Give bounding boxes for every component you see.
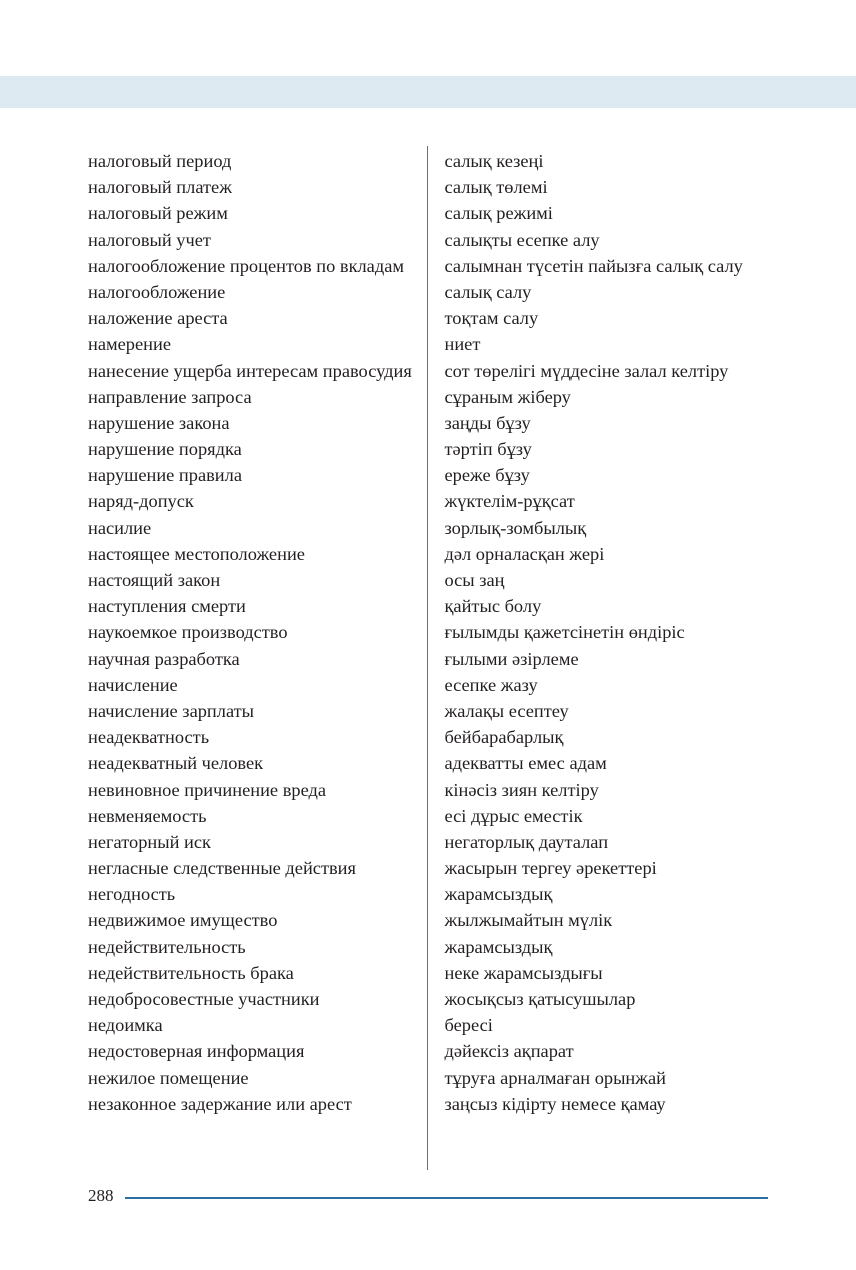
glossary-row (88, 829, 778, 855)
russian-term: налоговый учет (88, 229, 211, 250)
russian-term: насилие (88, 517, 152, 538)
kazakh-term: жасырын тергеу әрекеттері (444, 858, 657, 879)
glossary-row (88, 541, 778, 567)
glossary-row (88, 1091, 778, 1117)
kazakh-term: салықты есепке алу (444, 229, 600, 250)
kazakh-term: дәл орналасқан жері (444, 543, 605, 564)
kazakh-term: бересі (444, 1015, 493, 1036)
glossary-row (88, 227, 778, 253)
russian-term: наложение ареста (88, 308, 228, 329)
russian-term: недействительность брака (88, 962, 294, 983)
russian-term: недостоверная информация (88, 1041, 305, 1062)
russian-term: невиновное причинение вреда (88, 779, 327, 800)
glossary-row (88, 593, 778, 619)
kazakh-term: салымнан түсетін пайызға салық салу (444, 255, 743, 276)
kazakh-term: бейбарабарлық (444, 727, 564, 748)
kazakh-term: негаторлық дауталап (444, 831, 609, 852)
russian-term: нарушение правила (88, 465, 242, 486)
glossary-row (88, 462, 778, 488)
footer-rule (125, 1197, 768, 1199)
kazakh-term: адекватты емес адам (444, 753, 607, 774)
russian-term: недвижимое имущество (88, 910, 278, 931)
kazakh-term: сот төрелігі мүддесіне залал келтіру (444, 360, 729, 381)
glossary-row (88, 1065, 778, 1091)
kazakh-term: зорлық-зомбылық (444, 517, 587, 538)
russian-term: намерение (88, 334, 172, 355)
russian-term: нарушение порядка (88, 439, 242, 460)
page-number: 288 (88, 1186, 114, 1205)
kazakh-term: жарамсыздық (444, 884, 553, 905)
kazakh-term: дәйексіз ақпарат (444, 1041, 574, 1062)
glossary-row (88, 777, 778, 803)
glossary-row (88, 960, 778, 986)
kazakh-term: ниет (444, 334, 481, 355)
russian-term: нарушение закона (88, 412, 230, 433)
kazakh-term: кінәсіз зиян келтіру (444, 779, 599, 800)
russian-term: настоящее местоположение (88, 543, 305, 564)
kazakh-term: жарамсыздық (444, 936, 553, 957)
glossary-row (88, 907, 778, 933)
glossary-row (88, 384, 778, 410)
russian-term: настоящий закон (88, 570, 221, 590)
russian-term: неадекватность (88, 727, 210, 748)
header-band (0, 76, 856, 108)
russian-term: неадекватный человек (88, 753, 264, 774)
kazakh-term: салық кезеңі (444, 151, 544, 171)
russian-term: налогообложение процентов по вкладам (88, 255, 404, 276)
russian-term: нанесение ущерба интересам правосудия (88, 360, 412, 381)
russian-term: наряд-допуск (88, 491, 194, 512)
glossary-row (88, 148, 778, 174)
glossary-row (88, 253, 778, 279)
russian-term: налоговый период (88, 151, 232, 171)
glossary-row (88, 934, 778, 960)
glossary-row (88, 750, 778, 776)
kazakh-term: жосықсыз қатысушылар (444, 989, 636, 1009)
glossary-row (88, 803, 778, 829)
glossary-row (88, 200, 778, 226)
glossary-row (88, 619, 778, 645)
glossary-row (88, 672, 778, 698)
russian-term: незаконное задержание или арест (88, 1093, 352, 1114)
glossary-row (88, 358, 778, 384)
russian-term: негаторный иск (88, 831, 211, 852)
kazakh-term: осы заң (444, 570, 505, 590)
kazakh-term: жүктелім-рұқсат (444, 491, 575, 512)
russian-term: начисление зарплаты (88, 700, 255, 721)
glossary-row (88, 567, 778, 593)
kazakh-term: ғылымды қажетсінетін өндіріс (444, 622, 685, 643)
kazakh-term: салық режимі (444, 203, 553, 224)
glossary-row (88, 174, 778, 200)
glossary-row (88, 410, 778, 436)
russian-term: недобросовестные участники (88, 989, 320, 1009)
russian-term: направление запроса (88, 386, 252, 407)
russian-term: налоговый платеж (88, 177, 232, 198)
kazakh-term: қайтыс болу (444, 596, 542, 617)
kazakh-term: тәртіп бұзу (444, 439, 532, 460)
russian-term: налогообложение (88, 281, 226, 302)
russian-term: научная разработка (88, 648, 240, 669)
russian-term: начисление (88, 674, 178, 695)
russian-term: недоимка (88, 1015, 163, 1036)
kazakh-term: тұруға арналмаған орынжай (444, 1067, 666, 1088)
glossary-row (88, 279, 778, 305)
kazakh-term: сұраным жіберу (444, 386, 571, 407)
kazakh-term: жылжымайтын мүлік (444, 910, 613, 931)
kazakh-term: жалақы есептеу (444, 700, 569, 721)
glossary-row (88, 436, 778, 462)
glossary-row (88, 1012, 778, 1038)
glossary-table (88, 148, 778, 1117)
russian-term: нежилое помещение (88, 1067, 249, 1088)
russian-term: налоговый режим (88, 203, 228, 224)
glossary-row (88, 305, 778, 331)
glossary-row (88, 855, 778, 881)
kazakh-term: заңсыз кідірту немесе қамау (444, 1093, 666, 1114)
glossary-row (88, 488, 778, 514)
glossary-row (88, 698, 778, 724)
russian-term: негодность (88, 884, 176, 905)
kazakh-term: ереже бұзу (444, 465, 530, 486)
kazakh-term: салық төлемі (444, 177, 548, 198)
glossary-row (88, 724, 778, 750)
russian-term: недействительность (88, 936, 246, 957)
kazakh-term: тоқтам салу (444, 308, 539, 329)
kazakh-term: салық салу (444, 281, 532, 302)
glossary-row (88, 1038, 778, 1064)
kazakh-term: есепке жазу (444, 674, 538, 695)
kazakh-term: ғылыми әзірлеме (444, 648, 579, 669)
glossary-row (88, 986, 778, 1012)
russian-term: невменяемость (88, 805, 207, 826)
glossary-row (88, 515, 778, 541)
kazakh-term: неке жарамсыздығы (444, 962, 603, 983)
glossary-row (88, 646, 778, 672)
russian-term: наступления смерти (88, 596, 246, 617)
kazakh-term: заңды бұзу (444, 412, 531, 433)
russian-term: негласные следственные действия (88, 858, 356, 879)
kazakh-term: есі дұрыс еместік (444, 805, 583, 826)
glossary-row (88, 881, 778, 907)
glossary-row (88, 331, 778, 357)
russian-term: наукоемкое производство (88, 622, 288, 643)
